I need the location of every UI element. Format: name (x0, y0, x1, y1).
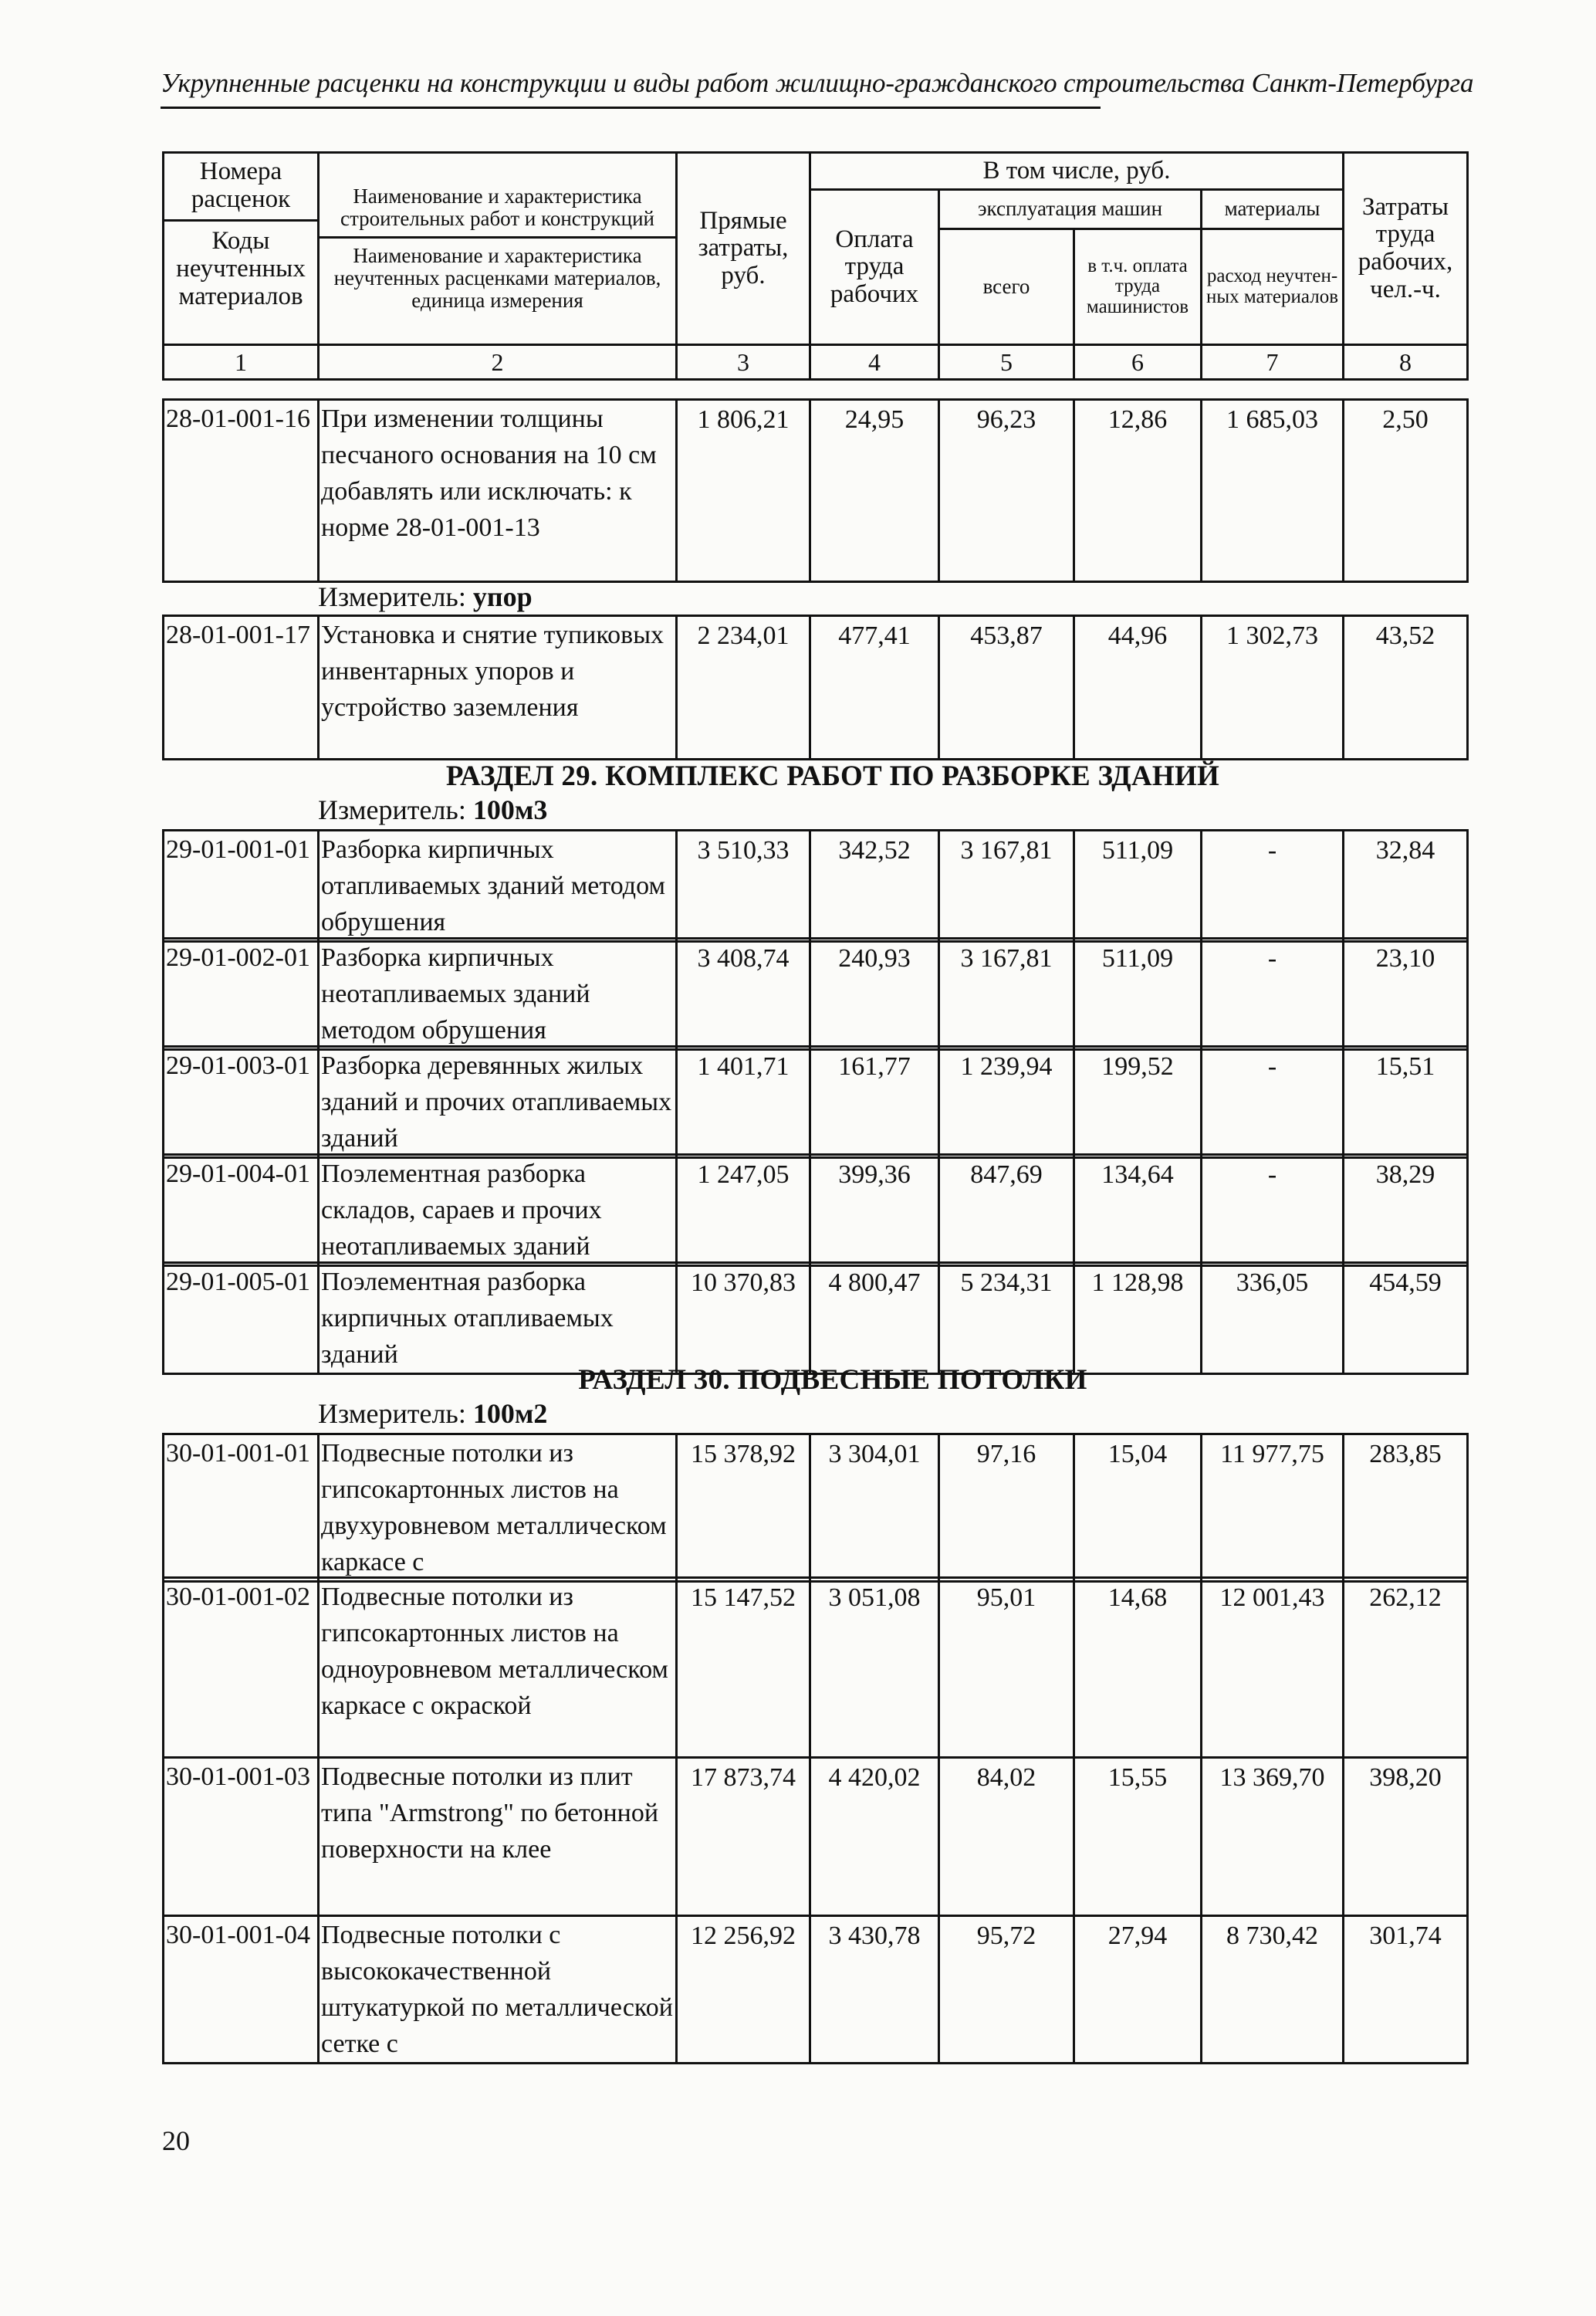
column-number: 7 (1202, 345, 1344, 380)
rate-code: 30-01-001-01 (164, 1434, 319, 1582)
measure-prefix: Измеритель: (318, 1398, 473, 1429)
machine-total: 847,69 (939, 1155, 1074, 1266)
worker-wages: 3 304,01 (810, 1434, 939, 1582)
table-row (162, 1045, 1469, 1159)
worker-wages: 399,36 (810, 1155, 939, 1266)
header-worker-wages: Оплата труда рабочих (810, 190, 939, 345)
machine-total: 97,16 (939, 1434, 1074, 1582)
machine-total: 453,87 (939, 616, 1074, 760)
labor-hours: 454,59 (1344, 1263, 1468, 1374)
column-number: 2 (319, 345, 677, 380)
header-including: В том числе, руб. (810, 153, 1344, 190)
section-30-title: РАЗДЕЛ 30. ПОДВЕСНЫЕ ПОТОЛКИ (578, 1364, 1087, 1396)
materials-cost: - (1202, 1155, 1344, 1266)
machinist-wages: 199,52 (1074, 1047, 1202, 1158)
machine-total: 5 234,31 (939, 1263, 1074, 1374)
work-description: Разборка кирпичных отапливаемых зданий методом обрушения (319, 831, 677, 942)
rate-code: 29-01-003-01 (164, 1047, 319, 1158)
worker-wages: 4 420,02 (810, 1758, 939, 1916)
header-materials: материалы (1202, 190, 1344, 229)
measure-unit: 100м3 (472, 794, 548, 825)
rate-code: 28-01-001-17 (164, 616, 319, 760)
column-number: 8 (1344, 345, 1468, 380)
work-description: Поэлементная разборка складов, сараев и прочих неотапливаемых зданий (319, 1155, 677, 1266)
rate-code: 29-01-005-01 (164, 1263, 319, 1374)
header-machinist-wages: в т.ч. оплата труда машинистов (1074, 229, 1202, 345)
work-description: Подвесные потолки из плит типа "Armstrong" по бетонной поверхности на клее (319, 1758, 677, 1916)
running-header: Укрупненные расценки на конструкции и виды работ жилищно-гражданского строительства Санкт-Петербурга (161, 68, 1474, 98)
header-rate-numbers: Номера расценок (164, 154, 317, 222)
table-row (162, 829, 1469, 943)
machine-total: 96,23 (939, 400, 1074, 582)
page-number: 20 (162, 2125, 190, 2156)
rate-code: 30-01-001-04 (164, 1916, 319, 2064)
worker-wages: 3 051,08 (810, 1578, 939, 1758)
measure-label-100m2 (318, 1397, 547, 1430)
worker-wages: 4 800,47 (810, 1263, 939, 1374)
direct-costs: 3 408,74 (677, 939, 810, 1050)
header-labor-cost: Затраты труда рабочих, чел.-ч. (1344, 153, 1468, 345)
materials-cost: - (1202, 939, 1344, 1050)
materials-cost: 13 369,70 (1202, 1758, 1344, 1916)
work-description: Поэлементная разборка кирпичных отапливаемых зданий (319, 1263, 677, 1374)
direct-costs: 3 510,33 (677, 831, 810, 942)
machinist-wages: 14,68 (1074, 1578, 1202, 1758)
direct-costs: 2 234,01 (677, 616, 810, 760)
machine-total: 1 239,94 (939, 1047, 1074, 1158)
machine-total: 3 167,81 (939, 939, 1074, 1050)
worker-wages: 24,95 (810, 400, 939, 582)
worker-wages: 3 430,78 (810, 1916, 939, 2064)
labor-hours: 398,20 (1344, 1758, 1468, 1916)
rate-code: 30-01-001-02 (164, 1578, 319, 1758)
column-number: 5 (939, 345, 1074, 380)
direct-costs: 15 147,52 (677, 1578, 810, 1758)
measure-label-stop (318, 581, 533, 613)
machinist-wages: 15,55 (1074, 1758, 1202, 1916)
machinist-wages: 134,64 (1074, 1155, 1202, 1266)
work-description: Подвесные потолки из гипсокартонных листов на одноуровневом металлическом каркасе с окраской (319, 1578, 677, 1758)
table-row (162, 1261, 1469, 1375)
table-row (162, 1153, 1469, 1267)
direct-costs: 1 401,71 (677, 1047, 810, 1158)
rate-code: 30-01-001-03 (164, 1758, 319, 1916)
machinist-wages: 12,86 (1074, 400, 1202, 582)
work-description: Подвесные потолки из гипсокартонных листов на двухуровневом металлическом каркасе с (319, 1434, 677, 1582)
machine-total: 84,02 (939, 1758, 1074, 1916)
machinist-wages: 44,96 (1074, 616, 1202, 760)
column-number: 1 (164, 345, 319, 380)
machinist-wages: 1 128,98 (1074, 1263, 1202, 1374)
labor-hours: 15,51 (1344, 1047, 1468, 1158)
measure-prefix: Измеритель: (318, 794, 473, 825)
column-number: 3 (677, 345, 810, 380)
header-rule (161, 107, 1101, 109)
header-machine-operation: эксплуатация машин (939, 190, 1202, 229)
measure-unit: упор (472, 581, 533, 612)
machine-total: 95,72 (939, 1916, 1074, 2064)
header-material-name: Наименование и характеристика неучтенных расценками материалов, единица измерения (333, 243, 661, 313)
machinist-wages: 27,94 (1074, 1916, 1202, 2064)
work-description: Разборка кирпичных неотапливаемых зданий методом обрушения (319, 939, 677, 1050)
machinist-wages: 511,09 (1074, 939, 1202, 1050)
machine-total: 95,01 (939, 1578, 1074, 1758)
materials-cost: - (1202, 1047, 1344, 1158)
table-row (162, 1915, 1469, 2064)
labor-hours: 301,74 (1344, 1916, 1468, 2064)
measure-label-100m3 (318, 794, 547, 826)
column-number: 4 (810, 345, 939, 380)
column-number: 6 (1074, 345, 1202, 380)
materials-cost: 1 302,73 (1202, 616, 1344, 760)
worker-wages: 477,41 (810, 616, 939, 760)
work-description: При изменении толщины песчаного основания на 10 см добавлять или исключать: к норме 28-01-001-13 (319, 400, 677, 582)
table-row (162, 1756, 1469, 1917)
work-description: Разборка деревянных жилых зданий и прочих отапливаемых зданий (319, 1047, 677, 1158)
direct-costs: 1 247,05 (677, 1155, 810, 1266)
rate-code: 29-01-004-01 (164, 1155, 319, 1266)
table-row (162, 1576, 1469, 1759)
materials-cost: 12 001,43 (1202, 1578, 1344, 1758)
machinist-wages: 15,04 (1074, 1434, 1202, 1582)
measure-prefix: Измеритель: (318, 581, 473, 612)
machine-total: 3 167,81 (939, 831, 1074, 942)
work-description: Установка и снятие тупиковых инвентарных упоров и устройство заземления (319, 616, 677, 760)
labor-hours: 283,85 (1344, 1434, 1468, 1582)
labor-hours: 23,10 (1344, 939, 1468, 1050)
header-direct-costs: Прямые затраты, руб. (677, 153, 810, 345)
direct-costs: 17 873,74 (677, 1758, 810, 1916)
header-unaccounted-materials: расход неучтен-ных материалов (1202, 229, 1344, 345)
direct-costs: 12 256,92 (677, 1916, 810, 2064)
table-row (162, 615, 1469, 760)
section-29-title: РАЗДЕЛ 29. КОМПЛЕКС РАБОТ ПО РАЗБОРКЕ ЗДАНИЙ (445, 760, 1220, 792)
materials-cost: 336,05 (1202, 1263, 1344, 1374)
worker-wages: 161,77 (810, 1047, 939, 1158)
materials-cost: - (1202, 831, 1344, 942)
direct-costs: 15 378,92 (677, 1434, 810, 1582)
table-row (162, 937, 1469, 1051)
direct-costs: 10 370,83 (677, 1263, 810, 1374)
materials-cost: 8 730,42 (1202, 1916, 1344, 2064)
measure-unit: 100м2 (472, 1398, 548, 1429)
rate-code: 29-01-001-01 (164, 831, 319, 942)
worker-wages: 342,52 (810, 831, 939, 942)
materials-cost: 11 977,75 (1202, 1434, 1344, 1582)
labor-hours: 2,50 (1344, 400, 1468, 582)
materials-cost: 1 685,03 (1202, 400, 1344, 582)
direct-costs: 1 806,21 (677, 400, 810, 582)
table-header (162, 151, 1469, 381)
machinist-wages: 511,09 (1074, 831, 1202, 942)
labor-hours: 262,12 (1344, 1578, 1468, 1758)
header-material-codes: Коды неучтенных материалов (176, 227, 306, 310)
table-row (162, 1433, 1469, 1583)
rate-code: 28-01-001-16 (164, 400, 319, 582)
labor-hours: 43,52 (1344, 616, 1468, 760)
rate-code: 29-01-002-01 (164, 939, 319, 1050)
worker-wages: 240,93 (810, 939, 939, 1050)
labor-hours: 38,29 (1344, 1155, 1468, 1266)
header-work-name: Наименование и характеристика строительных работ и конструкций (320, 181, 675, 239)
work-description: Подвесные потолки с высококачественной штукатуркой по металлической сетке с (319, 1916, 677, 2064)
table-row (162, 398, 1469, 583)
labor-hours: 32,84 (1344, 831, 1468, 942)
header-machine-total: всего (939, 229, 1074, 345)
